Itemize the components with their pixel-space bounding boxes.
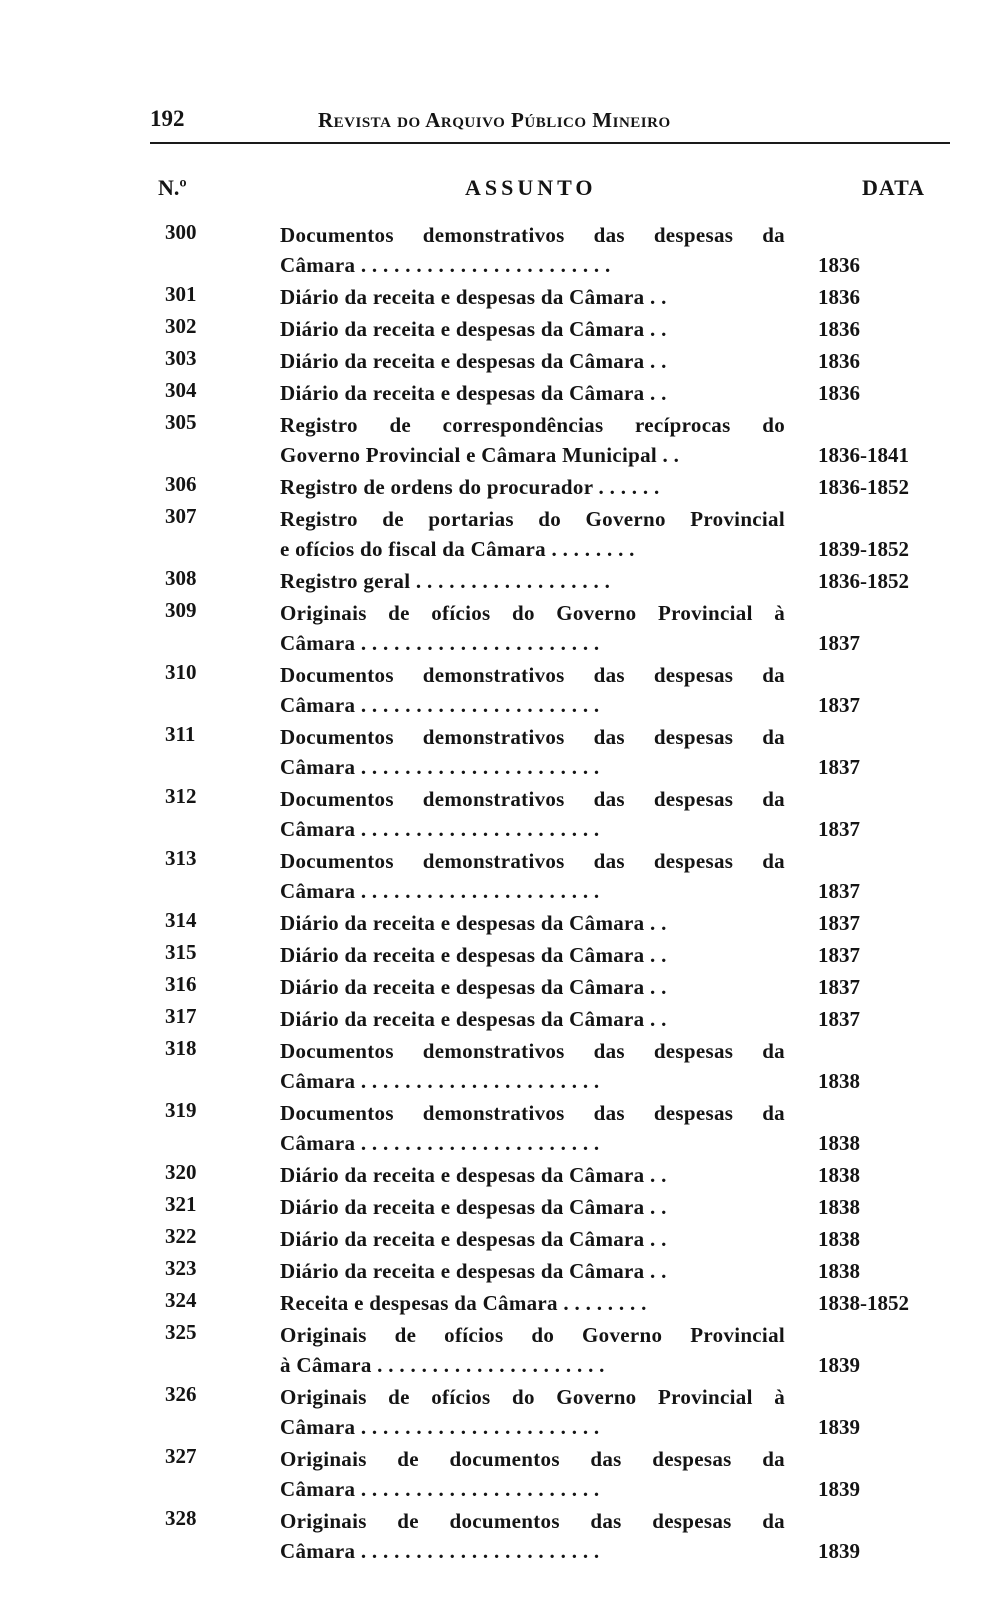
entry-line (0, 282, 1000, 312)
entry-line (0, 846, 1000, 876)
entry-date: 1837 (818, 879, 860, 903)
entry-line (0, 1036, 1000, 1066)
entry-number: 311 (165, 722, 196, 746)
entry-line (0, 940, 1000, 970)
entry-subject: Documentos demonstrativos das despesas da (280, 1039, 785, 1063)
entry-date: 1838 (818, 1069, 860, 1093)
entry-number: 302 (165, 314, 197, 338)
entry-row (0, 566, 1000, 596)
entry-line (0, 598, 1000, 628)
entry-subject: Documentos demonstrativos das despesas da (280, 849, 785, 873)
entry-line (0, 1128, 1000, 1158)
entry-row (0, 1036, 1000, 1096)
entry-date: 1836 (818, 285, 860, 309)
entry-line (0, 1444, 1000, 1474)
entry-date: 1837 (818, 631, 860, 655)
entry-number: 328 (165, 1506, 197, 1530)
entry-number: 304 (165, 378, 197, 402)
entry-subject: Câmara . . . . . . . . . . . . . . . . . . . . . . (280, 1131, 600, 1155)
entry-list (0, 220, 1000, 1568)
entry-line (0, 1256, 1000, 1286)
entry-row (0, 314, 1000, 344)
entry-line (0, 690, 1000, 720)
entry-row (0, 660, 1000, 720)
entry-subject: Diário da receita e despesas da Câmara . . (280, 317, 667, 341)
entry-date: 1837 (818, 755, 860, 779)
entry-date: 1838 (818, 1131, 860, 1155)
entry-date: 1836 (818, 349, 860, 373)
entry-subject: Receita e despesas da Câmara . . . . . . . . (280, 1291, 647, 1315)
entry-row (0, 598, 1000, 658)
entry-row (0, 1288, 1000, 1318)
entry-subject: Diário da receita e despesas da Câmara . . (280, 1259, 667, 1283)
entry-row (0, 1192, 1000, 1222)
entry-line (0, 1350, 1000, 1380)
entry-number: 310 (165, 660, 197, 684)
entry-date: 1838 (818, 1227, 860, 1251)
entry-row (0, 504, 1000, 564)
entry-date: 1837 (818, 975, 860, 999)
entry-subject: Governo Provincial e Câmara Municipal . . (280, 443, 680, 467)
entry-row (0, 1444, 1000, 1504)
entry-row (0, 1256, 1000, 1286)
journal-title: Revista do Arquivo Público Mineiro (318, 108, 671, 132)
entry-line (0, 722, 1000, 752)
entry-subject: Diário da receita e despesas da Câmara . . (280, 911, 667, 935)
entry-line (0, 1160, 1000, 1190)
entry-row (0, 940, 1000, 970)
entry-number: 320 (165, 1160, 197, 1184)
entry-line (0, 504, 1000, 534)
entry-row (0, 1320, 1000, 1380)
entry-subject: Câmara . . . . . . . . . . . . . . . . . . . . . . (280, 1539, 600, 1563)
entry-line (0, 1474, 1000, 1504)
entry-date: 1839 (818, 1539, 860, 1563)
entry-subject: Câmara . . . . . . . . . . . . . . . . . . . . . . (280, 631, 600, 655)
entry-number: 322 (165, 1224, 197, 1248)
entry-subject: Registro de portarias do Governo Provincial (280, 507, 785, 531)
entry-subject: Câmara . . . . . . . . . . . . . . . . . . . . . . (280, 817, 600, 841)
entry-subject: Originais de ofícios do Governo Provincial à (280, 1385, 785, 1409)
entry-date: 1839 (818, 1477, 860, 1501)
entry-subject: Documentos demonstrativos das despesas da (280, 1101, 785, 1125)
entry-number: 314 (165, 908, 197, 932)
entry-row (0, 1224, 1000, 1254)
entry-line (0, 1066, 1000, 1096)
entry-subject: Diário da receita e despesas da Câmara . . (280, 285, 667, 309)
entry-number: 318 (165, 1036, 197, 1060)
entry-subject: Originais de documentos das despesas da (280, 1509, 785, 1533)
entry-number: 316 (165, 972, 197, 996)
entry-date: 1837 (818, 1007, 860, 1031)
entry-line (0, 346, 1000, 376)
entry-subject: Documentos demonstrativos das despesas da (280, 787, 785, 811)
entry-subject: Diário da receita e despesas da Câmara . . (280, 1227, 667, 1251)
entry-date: 1838-1852 (818, 1291, 909, 1315)
entry-line (0, 1288, 1000, 1318)
entry-date: 1836 (818, 253, 860, 277)
entry-date: 1836-1852 (818, 569, 909, 593)
entry-row (0, 410, 1000, 470)
entry-number: 301 (165, 282, 197, 306)
entry-subject: Diário da receita e despesas da Câmara . . (280, 349, 667, 373)
entry-subject: Diário da receita e despesas da Câmara . . (280, 1195, 667, 1219)
entry-line (0, 814, 1000, 844)
entry-subject: Câmara . . . . . . . . . . . . . . . . . . . . . . (280, 1415, 600, 1439)
entry-line (0, 314, 1000, 344)
entry-subject: Diário da receita e despesas da Câmara . . (280, 943, 667, 967)
entry-line (0, 440, 1000, 470)
entry-row (0, 282, 1000, 312)
entry-row (0, 972, 1000, 1002)
entry-subject: Documentos demonstrativos das despesas da (280, 725, 785, 749)
entry-line (0, 220, 1000, 250)
entry-subject: Originais de documentos das despesas da (280, 1447, 785, 1471)
entry-date: 1839 (818, 1353, 860, 1377)
entry-row (0, 722, 1000, 782)
entry-number: 309 (165, 598, 197, 622)
entry-subject: Câmara . . . . . . . . . . . . . . . . . . . . . . (280, 693, 600, 717)
entry-date: 1838 (818, 1163, 860, 1187)
entry-number: 317 (165, 1004, 197, 1028)
entry-line (0, 1224, 1000, 1254)
entry-line (0, 378, 1000, 408)
entry-row (0, 846, 1000, 906)
entry-date: 1836 (818, 317, 860, 341)
entry-number: 307 (165, 504, 197, 528)
running-head (150, 106, 950, 140)
entry-number: 303 (165, 346, 197, 370)
entry-subject: Originais de ofícios do Governo Provincial (280, 1323, 785, 1347)
entry-date: 1836-1841 (818, 443, 909, 467)
entry-date: 1837 (818, 693, 860, 717)
entry-row (0, 1160, 1000, 1190)
entry-row (0, 784, 1000, 844)
entry-subject: Câmara . . . . . . . . . . . . . . . . . . . . . . (280, 879, 600, 903)
entry-subject: Diário da receita e despesas da Câmara . . (280, 1163, 667, 1187)
entry-subject: Diário da receita e despesas da Câmara . . (280, 975, 667, 999)
entry-subject: Diário da receita e despesas da Câmara . . (280, 381, 667, 405)
entry-number: 313 (165, 846, 197, 870)
entry-number: 323 (165, 1256, 197, 1280)
entry-number: 326 (165, 1382, 197, 1406)
entry-date: 1838 (818, 1259, 860, 1283)
entry-line (0, 1320, 1000, 1350)
entry-line (0, 660, 1000, 690)
entry-line (0, 908, 1000, 938)
entry-subject: Câmara . . . . . . . . . . . . . . . . . . . . . . . (280, 253, 611, 277)
entry-line (0, 534, 1000, 564)
entry-row (0, 378, 1000, 408)
entry-line (0, 628, 1000, 658)
entry-line (0, 1098, 1000, 1128)
entry-subject: Registro de correspondências recíprocas do (280, 413, 785, 437)
entry-number: 308 (165, 566, 197, 590)
entry-line (0, 1004, 1000, 1034)
entry-line (0, 972, 1000, 1002)
entry-row (0, 1382, 1000, 1442)
entry-subject: Câmara . . . . . . . . . . . . . . . . . . . . . . (280, 1069, 600, 1093)
page-number: 192 (150, 106, 185, 131)
entry-line (0, 1506, 1000, 1536)
entry-number: 315 (165, 940, 197, 964)
entry-subject: à Câmara . . . . . . . . . . . . . . . . . . . . . (280, 1353, 605, 1377)
entry-subject: Registro geral . . . . . . . . . . . . . . . . . . (280, 569, 611, 593)
entry-row (0, 346, 1000, 376)
entry-line (0, 1192, 1000, 1222)
entry-row (0, 472, 1000, 502)
entry-line (0, 472, 1000, 502)
entry-date: 1839-1852 (818, 537, 909, 561)
entry-line (0, 1382, 1000, 1412)
entry-subject: Câmara . . . . . . . . . . . . . . . . . . . . . . (280, 755, 600, 779)
entry-number: 327 (165, 1444, 197, 1468)
entry-subject: Diário da receita e despesas da Câmara . . (280, 1007, 667, 1031)
entry-date: 1838 (818, 1195, 860, 1219)
entry-number: 324 (165, 1288, 197, 1312)
entry-date: 1836-1852 (818, 475, 909, 499)
column-header-subject: ASSUNTO (465, 175, 597, 200)
entry-date: 1837 (818, 817, 860, 841)
entry-line (0, 1412, 1000, 1442)
entry-date: 1836 (818, 381, 860, 405)
entry-row (0, 1004, 1000, 1034)
entry-number: 312 (165, 784, 197, 808)
entry-number: 305 (165, 410, 197, 434)
entry-number: 300 (165, 220, 197, 244)
entry-line (0, 250, 1000, 280)
entry-subject: e ofícios do fiscal da Câmara . . . . . . . . (280, 537, 635, 561)
entry-date: 1837 (818, 943, 860, 967)
column-header-number: N.º (158, 175, 187, 200)
entry-subject: Originais de ofícios do Governo Provincial à (280, 601, 785, 625)
entry-date: 1837 (818, 911, 860, 935)
entry-line (0, 566, 1000, 596)
entry-subject: Registro de ordens do procurador . . . . . . (280, 475, 660, 499)
entry-number: 325 (165, 1320, 197, 1344)
entry-row (0, 1098, 1000, 1158)
entry-number: 319 (165, 1098, 197, 1122)
entry-number: 306 (165, 472, 197, 496)
column-header-date: DATA (862, 175, 926, 200)
entry-number: 321 (165, 1192, 197, 1216)
entry-line (0, 876, 1000, 906)
header-rule (150, 142, 950, 144)
entry-subject: Documentos demonstrativos das despesas da (280, 223, 785, 247)
entry-line (0, 752, 1000, 782)
entry-date: 1839 (818, 1415, 860, 1439)
entry-line (0, 410, 1000, 440)
entry-line (0, 784, 1000, 814)
entry-row (0, 220, 1000, 280)
entry-subject: Documentos demonstrativos das despesas da (280, 663, 785, 687)
entry-subject: Câmara . . . . . . . . . . . . . . . . . . . . . . (280, 1477, 600, 1501)
entry-line (0, 1536, 1000, 1566)
entry-row (0, 1506, 1000, 1566)
entry-row (0, 908, 1000, 938)
